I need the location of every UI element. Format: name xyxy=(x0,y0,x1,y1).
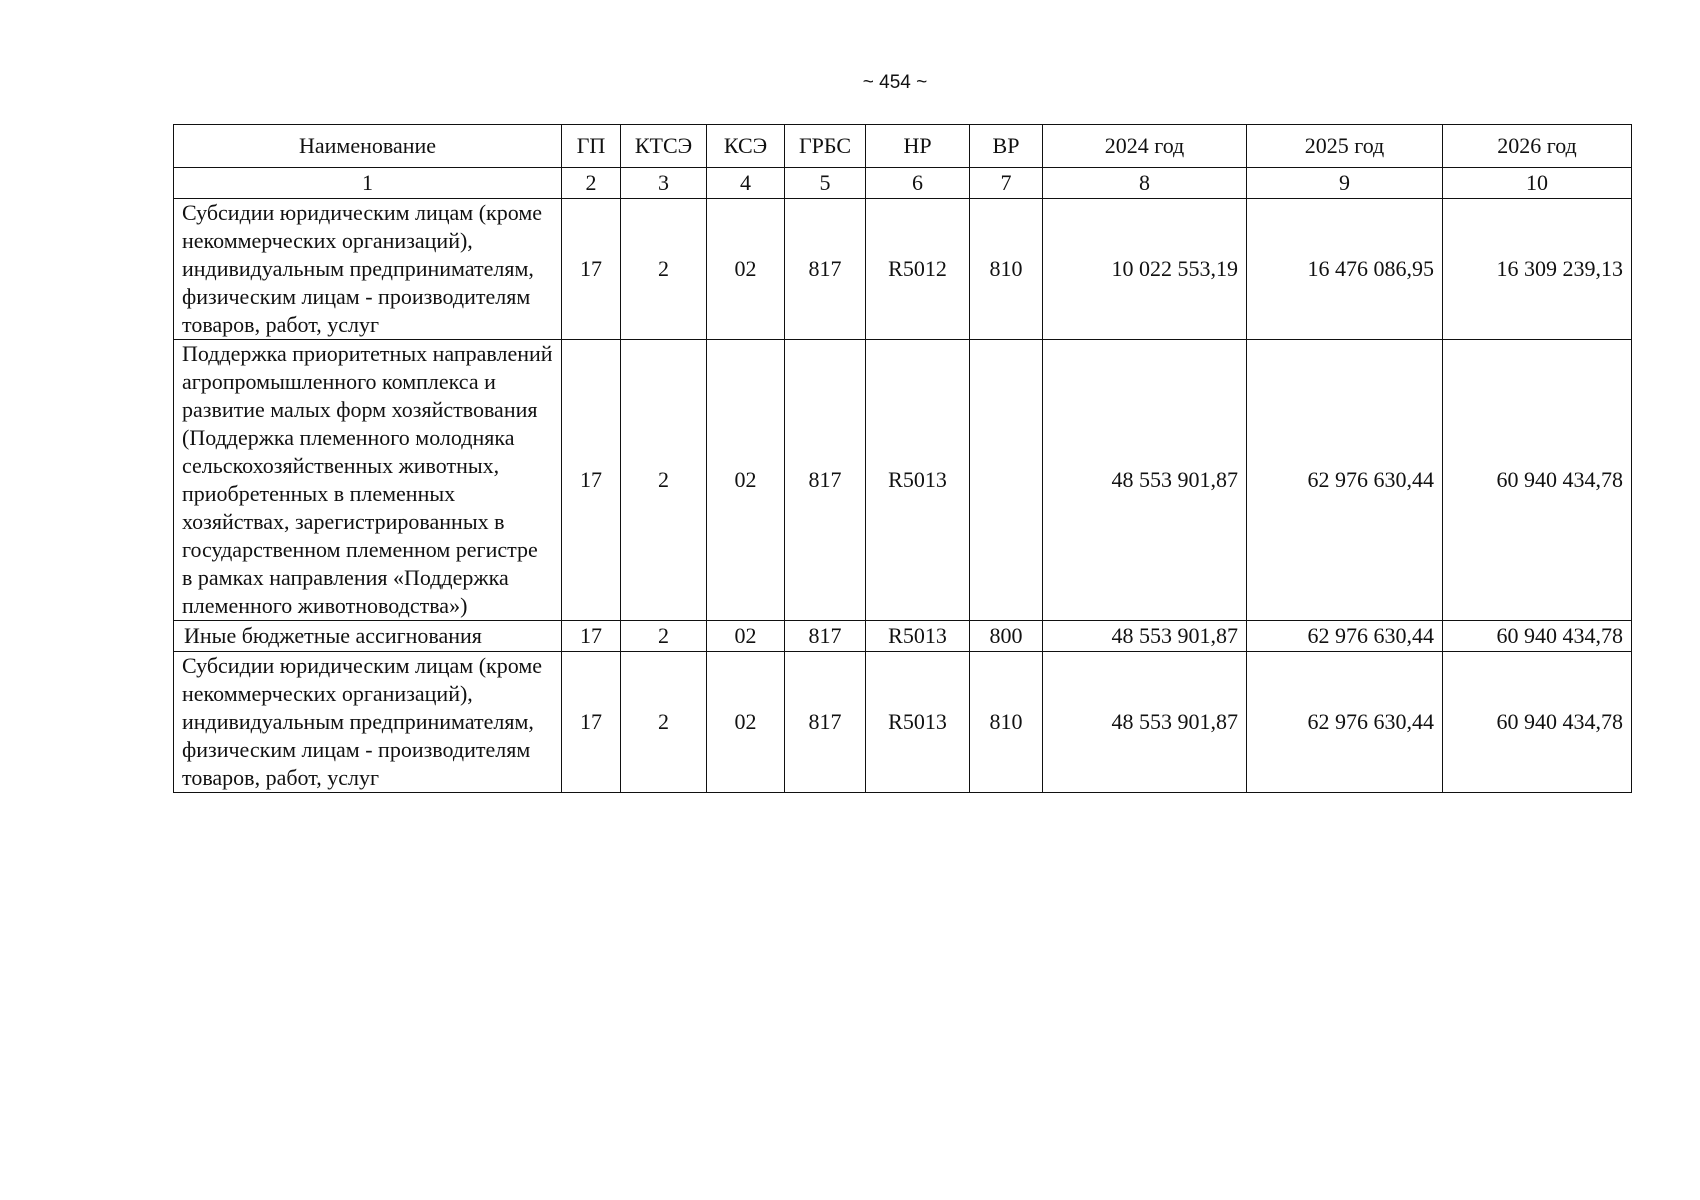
row-vr: 800 xyxy=(970,621,1043,652)
row-kse: 02 xyxy=(707,340,785,621)
row-ktse: 2 xyxy=(621,340,707,621)
row-grbs: 817 xyxy=(785,199,866,340)
row-amount-2025: 16 476 086,95 xyxy=(1247,199,1443,340)
column-number: 7 xyxy=(970,168,1043,199)
row-vr: 810 xyxy=(970,652,1043,793)
row-vr: 810 xyxy=(970,199,1043,340)
table-row xyxy=(174,199,1632,340)
row-amount-2026: 16 309 239,13 xyxy=(1443,199,1632,340)
row-amount-2024: 48 553 901,87 xyxy=(1043,621,1247,652)
row-amount-2025: 62 976 630,44 xyxy=(1247,621,1443,652)
header-row xyxy=(174,125,1632,168)
row-nr: R5013 xyxy=(866,340,970,621)
row-name: Субсидии юридическим лицам (кроме некоммерческих организаций), индивидуальным предпринимателям, физическим лицам - производителям товаров, работ, услуг xyxy=(174,652,562,793)
column-number: 10 xyxy=(1443,168,1632,199)
column-number: 6 xyxy=(866,168,970,199)
row-amount-2024: 48 553 901,87 xyxy=(1043,340,1247,621)
header-2025: 2025 год xyxy=(1247,125,1443,168)
row-nr: R5013 xyxy=(866,621,970,652)
row-amount-2026: 60 940 434,78 xyxy=(1443,652,1632,793)
row-grbs: 817 xyxy=(785,340,866,621)
row-vr xyxy=(970,340,1043,621)
row-gp: 17 xyxy=(562,340,621,621)
budget-table xyxy=(173,124,1632,793)
row-nr: R5012 xyxy=(866,199,970,340)
row-kse: 02 xyxy=(707,652,785,793)
row-amount-2025: 62 976 630,44 xyxy=(1247,652,1443,793)
row-amount-2026: 60 940 434,78 xyxy=(1443,621,1632,652)
table-row xyxy=(174,621,1632,652)
table-row xyxy=(174,652,1632,793)
row-kse: 02 xyxy=(707,621,785,652)
row-ktse: 2 xyxy=(621,621,707,652)
column-number: 4 xyxy=(707,168,785,199)
column-number: 3 xyxy=(621,168,707,199)
row-amount-2024: 48 553 901,87 xyxy=(1043,652,1247,793)
row-amount-2026: 60 940 434,78 xyxy=(1443,340,1632,621)
row-nr: R5013 xyxy=(866,652,970,793)
row-name: Субсидии юридическим лицам (кроме некоммерческих организаций), индивидуальным предпринимателям, физическим лицам - производителям товаров, работ, услуг xyxy=(174,199,562,340)
row-name: Иные бюджетные ассигнования xyxy=(174,621,562,652)
header-name: Наименование xyxy=(174,125,562,168)
header-ktse: КТСЭ xyxy=(621,125,707,168)
row-gp: 17 xyxy=(562,199,621,340)
header-nr: НР xyxy=(866,125,970,168)
row-ktse: 2 xyxy=(621,199,707,340)
header-2024: 2024 год xyxy=(1043,125,1247,168)
column-number: 9 xyxy=(1247,168,1443,199)
page-number: ~ 454 ~ xyxy=(862,72,928,93)
column-number: 8 xyxy=(1043,168,1247,199)
table-row xyxy=(174,340,1632,621)
row-grbs: 817 xyxy=(785,621,866,652)
row-grbs: 817 xyxy=(785,652,866,793)
row-kse: 02 xyxy=(707,199,785,340)
header-kse: КСЭ xyxy=(707,125,785,168)
column-number-row xyxy=(174,168,1632,199)
row-amount-2024: 10 022 553,19 xyxy=(1043,199,1247,340)
header-vr: ВР xyxy=(970,125,1043,168)
header-grbs: ГРБС xyxy=(785,125,866,168)
column-number: 2 xyxy=(562,168,621,199)
header-gp: ГП xyxy=(562,125,621,168)
row-name: Поддержка приоритетных направлений агропромышленного комплекса и развитие малых форм хозяйствования (Поддержка племенного молодняка сельскохозяйственных животных, приобретенных в племенных хозяйствах, зарегистрированных в государственном племенном регистре в рамках направления «Поддержка племенного животноводства») xyxy=(174,340,562,621)
row-gp: 17 xyxy=(562,621,621,652)
column-number: 5 xyxy=(785,168,866,199)
row-ktse: 2 xyxy=(621,652,707,793)
header-2026: 2026 год xyxy=(1443,125,1632,168)
row-gp: 17 xyxy=(562,652,621,793)
column-number: 1 xyxy=(174,168,562,199)
row-amount-2025: 62 976 630,44 xyxy=(1247,340,1443,621)
